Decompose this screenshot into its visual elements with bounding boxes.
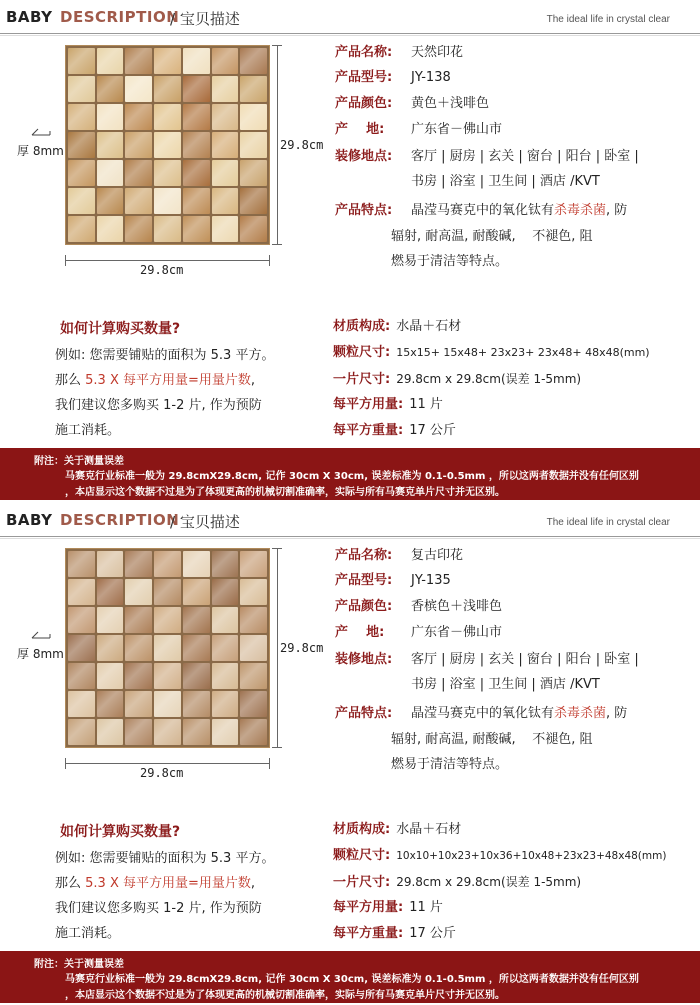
mosaic-chip — [183, 663, 210, 689]
mosaic-chip — [240, 104, 267, 130]
howto-text: 那么 — [55, 876, 82, 891]
mosaic-chip — [240, 635, 267, 661]
product-model: JY-138 — [411, 70, 451, 85]
measurement-note-banner — [0, 448, 700, 500]
mosaic-chip — [97, 719, 124, 745]
spec-label: 每平方用量: — [333, 900, 404, 915]
header-description: DESCRIPTION — [60, 8, 180, 26]
mosaic-chip — [240, 719, 267, 745]
mosaic-chip — [240, 160, 267, 186]
mosaic-chip — [183, 691, 210, 717]
spec-label: 产品名称: — [335, 45, 393, 60]
piece-size: 29.8cm x 29.8cm(误差 1-5mm) — [396, 875, 582, 889]
chip-sizes: 15x15+ 15x48+ 23x23+ 23x48+ 48x48(mm) — [396, 346, 650, 359]
header-tagline: The ideal life in crystal clear — [546, 14, 670, 25]
mosaic-chip — [240, 132, 267, 158]
note-title: 附注：关于测量误差 — [34, 959, 124, 970]
header-cn-title: / 宝贝描述 — [170, 10, 240, 28]
mosaic-chip — [212, 188, 239, 214]
product-place-1: 客厅 | 厨房 | 玄关 | 窗台 | 阳台 | 卧室 | — [411, 149, 639, 164]
dim-tick — [272, 244, 282, 245]
howto-title: 如何计算购买数量? — [60, 824, 181, 840]
spec-label: 产 地: — [335, 122, 385, 137]
product-feature-3: 燃易于清洁等特点。 — [391, 254, 509, 269]
mosaic-chip — [68, 607, 95, 633]
mosaic-chip — [68, 663, 95, 689]
mosaic-chip — [183, 635, 210, 661]
mosaic-chip — [183, 104, 210, 130]
mosaic-chip — [212, 551, 239, 577]
spec-label: 产品特点: — [335, 706, 393, 721]
mosaic-chip — [68, 691, 95, 717]
mosaic-chip — [97, 607, 124, 633]
mosaic-chip — [154, 607, 181, 633]
header-divider-light — [0, 538, 700, 539]
header-cn-title: / 宝贝描述 — [170, 513, 240, 531]
mosaic-chip — [97, 76, 124, 102]
mosaic-chip — [154, 188, 181, 214]
mosaic-tile-image — [65, 45, 270, 245]
product-place-1: 客厅 | 厨房 | 玄关 | 窗台 | 阳台 | 卧室 | — [411, 652, 639, 667]
spec-label: 材质构成: — [333, 822, 391, 837]
width-dimension-line — [65, 260, 270, 261]
howto-line: 施工消耗。 — [55, 926, 121, 941]
height-dimension-label: 29.8cm — [280, 138, 324, 152]
mosaic-chip — [212, 635, 239, 661]
mosaic-chip — [212, 48, 239, 74]
section-header — [0, 503, 700, 543]
note-line-2: ，本店显示这个数据不过是为了体现更高的机械切割准确率，实际与所有马赛克单片尺寸并无区别。 — [65, 487, 505, 498]
mosaic-chip — [183, 188, 210, 214]
mosaic-chip — [240, 76, 267, 102]
spec-label: 材质构成: — [333, 319, 391, 334]
mosaic-chip — [68, 635, 95, 661]
howto-line: 例如: 您需要铺贴的面积为 5.3 平方。 — [55, 851, 275, 866]
spec-label: 产品颜色: — [335, 96, 393, 111]
mosaic-chip — [97, 188, 124, 214]
howto-title: 如何计算购买数量? — [60, 321, 181, 337]
mosaic-chip — [212, 76, 239, 102]
mosaic-chip — [240, 663, 267, 689]
product-name: 复古印花 — [411, 548, 464, 563]
header-description: DESCRIPTION — [60, 511, 180, 529]
dim-tick — [269, 255, 270, 266]
mosaic-chip — [97, 48, 124, 74]
width-dimension-label: 29.8cm — [140, 766, 184, 780]
product-place-2: 书房 | 浴室 | 卫生间 | 酒店 /KVT — [411, 677, 600, 692]
note-line-1: 马赛克行业标准一般为 29.8cmX29.8cm, 记作 30cm X 30cm, 误差标准为 0.1-0.5mm ，所以这两者数据并没有任何区别 — [65, 471, 639, 482]
spec-label: 一片尺寸: — [333, 372, 391, 387]
mosaic-chip — [212, 719, 239, 745]
mosaic-chip — [68, 719, 95, 745]
spec-label: 产品颜色: — [335, 599, 393, 614]
header-tagline: The ideal life in crystal clear — [546, 517, 670, 528]
mosaic-chip — [183, 719, 210, 745]
mosaic-chip — [68, 48, 95, 74]
mosaic-chip — [97, 216, 124, 242]
mosaic-chip — [212, 579, 239, 605]
dim-tick — [272, 747, 282, 748]
mosaic-chip — [97, 132, 124, 158]
height-dimension-line — [277, 45, 278, 245]
material: 水晶＋石材 — [396, 822, 462, 837]
mosaic-chip — [125, 188, 152, 214]
mosaic-chip — [68, 76, 95, 102]
thickness-arrow-icon — [30, 628, 52, 640]
spec-label: 颗粒尺寸: — [333, 848, 391, 863]
mosaic-chip — [97, 160, 124, 186]
product-feature-2: 辐射, 耐高温, 耐酸碱, 不褪色, 阻 — [391, 732, 593, 747]
product-section-1 — [0, 0, 700, 500]
mosaic-chip — [68, 551, 95, 577]
howto-text: 那么 — [55, 373, 82, 388]
spec-label: 每平方重量: — [333, 926, 404, 941]
mosaic-chip — [154, 48, 181, 74]
mosaic-chip — [212, 607, 239, 633]
howto-line — [55, 875, 255, 893]
mosaic-chip — [183, 48, 210, 74]
header-divider — [0, 33, 700, 34]
mosaic-chip — [183, 551, 210, 577]
thickness-arrow-icon — [30, 125, 52, 137]
mosaic-chip — [125, 579, 152, 605]
mosaic-chip — [97, 579, 124, 605]
mosaic-chip — [154, 663, 181, 689]
mosaic-chip — [125, 104, 152, 130]
product-feature-3: 燃易于清洁等特点。 — [391, 757, 509, 772]
mosaic-chip — [183, 76, 210, 102]
piece-size: 29.8cm x 29.8cm(误差 1-5mm) — [396, 372, 582, 386]
howto-line: 我们建议您多购买 1-2 片, 作为预防 — [55, 398, 262, 413]
product-color: 黄色＋浅啡色 — [411, 96, 490, 111]
mosaic-chip — [68, 579, 95, 605]
mosaic-chip — [212, 132, 239, 158]
mosaic-chip — [240, 48, 267, 74]
product-feature-1c: , 防 — [606, 706, 628, 721]
mosaic-chip — [125, 216, 152, 242]
mosaic-chip — [154, 104, 181, 130]
height-dimension-label: 29.8cm — [280, 641, 324, 655]
spec-label: 产 地: — [335, 625, 385, 640]
product-section-2 — [0, 503, 700, 1003]
howto-text: , — [250, 373, 256, 388]
mosaic-chip — [154, 551, 181, 577]
spec-label: 产品特点: — [335, 203, 393, 218]
mosaic-tile-image — [65, 548, 270, 748]
howto-line: 施工消耗。 — [55, 423, 121, 438]
mosaic-chip — [154, 132, 181, 158]
note-line-2: ，本店显示这个数据不过是为了体现更高的机械切割准确率，实际与所有马赛克单片尺寸并无区别。 — [65, 990, 505, 1001]
mosaic-chip — [240, 216, 267, 242]
mosaic-chip — [240, 691, 267, 717]
mosaic-chip — [125, 691, 152, 717]
spec-label: 产品名称: — [335, 548, 393, 563]
mosaic-chip — [97, 663, 124, 689]
mosaic-chip — [125, 132, 152, 158]
mosaic-chip — [240, 607, 267, 633]
mosaic-chip — [125, 48, 152, 74]
product-feature-1c: , 防 — [606, 203, 628, 218]
pieces-per-sqm: 11 片 — [409, 900, 443, 915]
product-feature-highlight: 杀毒杀菌 — [554, 203, 607, 218]
spec-label: 装修地点: — [335, 652, 393, 667]
mosaic-chip — [97, 635, 124, 661]
mosaic-chip — [125, 719, 152, 745]
mosaic-chip — [240, 551, 267, 577]
mosaic-chip — [212, 691, 239, 717]
mosaic-chip — [125, 663, 152, 689]
howto-text: , — [250, 876, 256, 891]
mosaic-chip — [212, 216, 239, 242]
weight-per-sqm: 17 公斤 — [409, 423, 456, 438]
section-header — [0, 0, 700, 40]
chip-sizes: 10x10+10x23+10x36+10x48+23x23+48x48(mm) — [396, 850, 667, 862]
howto-formula: 5.3 X 每平方用量=用量片数 — [85, 876, 251, 891]
weight-per-sqm: 17 公斤 — [409, 926, 456, 941]
mosaic-chip — [240, 188, 267, 214]
mosaic-chip — [212, 663, 239, 689]
mosaic-chip — [68, 104, 95, 130]
dim-tick — [269, 758, 270, 769]
mosaic-chip — [154, 216, 181, 242]
mosaic-chip — [183, 132, 210, 158]
width-dimension-label: 29.8cm — [140, 263, 184, 277]
pieces-per-sqm: 11 片 — [409, 397, 443, 412]
mosaic-chip — [125, 551, 152, 577]
measurement-note-banner — [0, 951, 700, 1003]
thickness-label: 厚 8mm — [17, 144, 64, 158]
header-baby: BABY — [6, 8, 53, 26]
mosaic-chip — [125, 635, 152, 661]
mosaic-chip — [154, 76, 181, 102]
spec-label: 装修地点: — [335, 149, 393, 164]
howto-line: 我们建议您多购买 1-2 片, 作为预防 — [55, 901, 262, 916]
mosaic-chip — [212, 160, 239, 186]
mosaic-chip — [68, 188, 95, 214]
note-title: 附注：关于测量误差 — [34, 456, 124, 467]
howto-formula: 5.3 X 每平方用量=用量片数 — [85, 373, 251, 388]
mosaic-chip — [125, 160, 152, 186]
material: 水晶＋石材 — [396, 319, 462, 334]
mosaic-chip — [68, 160, 95, 186]
width-dimension-line — [65, 763, 270, 764]
product-origin: 广东省－佛山市 — [411, 625, 503, 640]
mosaic-chip — [154, 160, 181, 186]
header-divider-light — [0, 35, 700, 36]
spec-label: 每平方用量: — [333, 397, 404, 412]
spec-label: 产品型号: — [335, 573, 393, 588]
note-line-1: 马赛克行业标准一般为 29.8cmX29.8cm, 记作 30cm X 30cm, 误差标准为 0.1-0.5mm ，所以这两者数据并没有任何区别 — [65, 974, 639, 985]
mosaic-chip — [212, 104, 239, 130]
mosaic-chip — [183, 607, 210, 633]
product-feature-1a: 晶滢马赛克中的氧化钛有 — [411, 706, 555, 721]
mosaic-chip — [97, 691, 124, 717]
mosaic-chip — [183, 216, 210, 242]
spec-label: 产品型号: — [335, 70, 393, 85]
product-feature-2: 辐射, 耐高温, 耐酸碱, 不褪色, 阻 — [391, 229, 593, 244]
mosaic-chip — [240, 579, 267, 605]
product-color: 香槟色＋浅啡色 — [411, 599, 503, 614]
mosaic-chip — [125, 607, 152, 633]
product-name: 天然印花 — [411, 45, 464, 60]
mosaic-chip — [68, 132, 95, 158]
mosaic-chip — [97, 551, 124, 577]
howto-line — [55, 372, 255, 390]
howto-line: 例如: 您需要铺贴的面积为 5.3 平方。 — [55, 348, 275, 363]
mosaic-chip — [183, 579, 210, 605]
spec-label: 颗粒尺寸: — [333, 345, 391, 360]
mosaic-chip — [154, 635, 181, 661]
product-feature-highlight: 杀毒杀菌 — [554, 706, 607, 721]
height-dimension-line — [277, 548, 278, 748]
mosaic-chip — [154, 719, 181, 745]
mosaic-chip — [154, 691, 181, 717]
mosaic-chip — [183, 160, 210, 186]
product-model: JY-135 — [411, 573, 451, 588]
header-baby: BABY — [6, 511, 53, 529]
thickness-label: 厚 8mm — [17, 647, 64, 661]
mosaic-chip — [97, 104, 124, 130]
mosaic-chip — [125, 76, 152, 102]
header-divider — [0, 536, 700, 537]
product-feature-1a: 晶滢马赛克中的氧化钛有 — [411, 203, 555, 218]
spec-label: 每平方重量: — [333, 423, 404, 438]
mosaic-chip — [154, 579, 181, 605]
mosaic-chip — [68, 216, 95, 242]
product-origin: 广东省－佛山市 — [411, 122, 503, 137]
product-place-2: 书房 | 浴室 | 卫生间 | 酒店 /KVT — [411, 174, 600, 189]
spec-label: 一片尺寸: — [333, 875, 391, 890]
